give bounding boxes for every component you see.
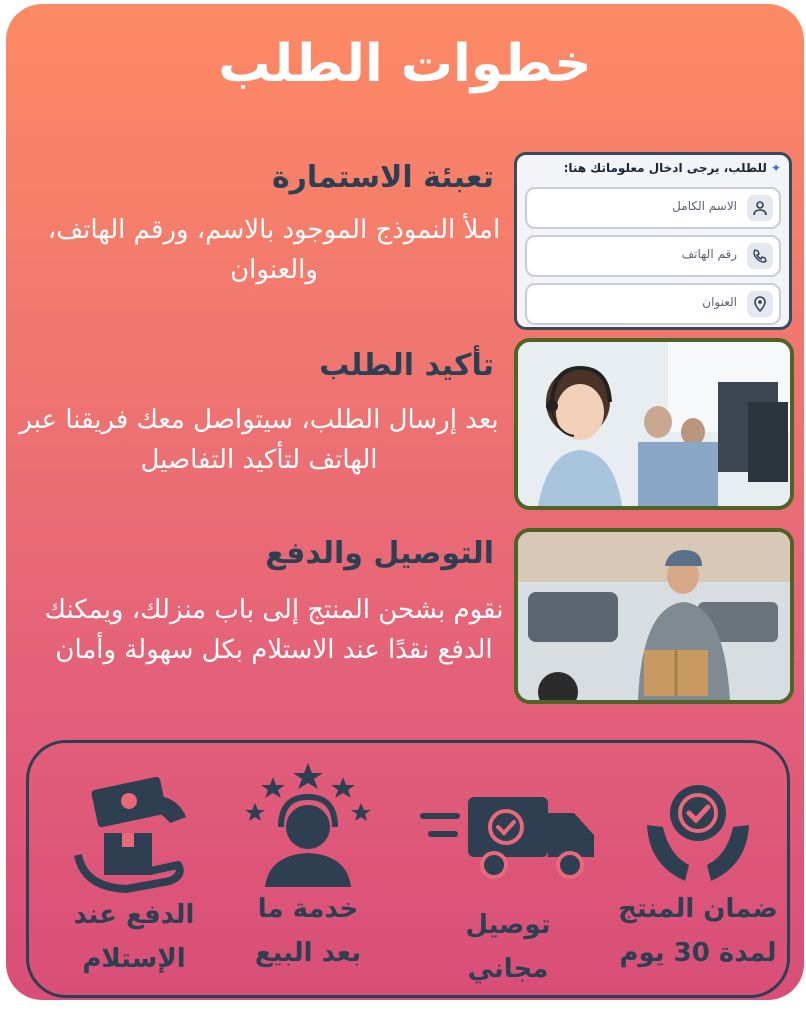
step-2-title: تأكيد الطلب xyxy=(319,348,494,383)
feature-warranty-line1: ضمان المنتج xyxy=(618,894,778,924)
address-placeholder: العنوان xyxy=(702,295,737,309)
form-header xyxy=(564,161,781,175)
feature-delivery-line1: توصيل xyxy=(465,910,551,940)
order-form-preview xyxy=(514,152,792,330)
feature-free-delivery xyxy=(413,783,603,991)
step-3-description: نقوم بشحن المنتج إلى باب منزلك، ويمكنك الدفع نقدًا عند الاستلام بكل سهولة وأمان xyxy=(44,595,504,665)
step-1-description: املأ النموذج الموجود بالاسم، ورقم الهاتف، والعنوان xyxy=(47,215,501,285)
feature-cod-line2: الإستلام xyxy=(82,944,186,974)
phone-placeholder: رقم الهاتف xyxy=(681,247,737,261)
user-icon xyxy=(747,195,773,221)
feature-cash-on-delivery xyxy=(49,775,219,981)
order-steps-card xyxy=(6,4,804,1000)
feature-warranty-line2: لمدة 30 يوم xyxy=(619,938,777,968)
page-title: خطوات الطلب xyxy=(218,34,592,94)
warranty-hands-icon xyxy=(639,769,757,887)
feature-cod-line1: الدفع عند xyxy=(73,900,195,930)
customer-support-icon xyxy=(243,761,373,887)
phone-field[interactable] xyxy=(525,235,781,277)
feature-after-sales-line2: بعد البيع xyxy=(254,938,362,968)
feature-warranty xyxy=(613,769,783,975)
feature-delivery-line2: مجاني xyxy=(467,954,549,984)
features-strip xyxy=(26,740,790,998)
feature-after-sales-line1: خدمة ما xyxy=(257,894,359,924)
cash-payment-icon xyxy=(74,775,194,893)
sparkle-icon: ✦ xyxy=(770,161,781,175)
feature-after-sales xyxy=(223,761,393,975)
form-header-text: للطلب، يرجى ادخال معلوماتك هنا: xyxy=(563,161,767,175)
delivery-man-photo xyxy=(514,528,794,704)
address-field[interactable] xyxy=(525,283,781,325)
step-3-title: التوصيل والدفع xyxy=(265,536,494,571)
call-center-photo xyxy=(514,338,794,510)
step-2-description: بعد إرسال الطلب، سيتواصل معك فريقنا عبر الهاتف لتأكيد التفاصيل xyxy=(19,405,499,475)
location-pin-icon xyxy=(747,291,773,317)
phone-icon xyxy=(747,243,773,269)
step-1-title: تعبئة الاستمارة xyxy=(271,160,494,195)
delivery-truck-icon xyxy=(418,783,598,883)
full-name-field[interactable] xyxy=(525,187,781,229)
full-name-placeholder: الاسم الكامل xyxy=(672,199,737,213)
